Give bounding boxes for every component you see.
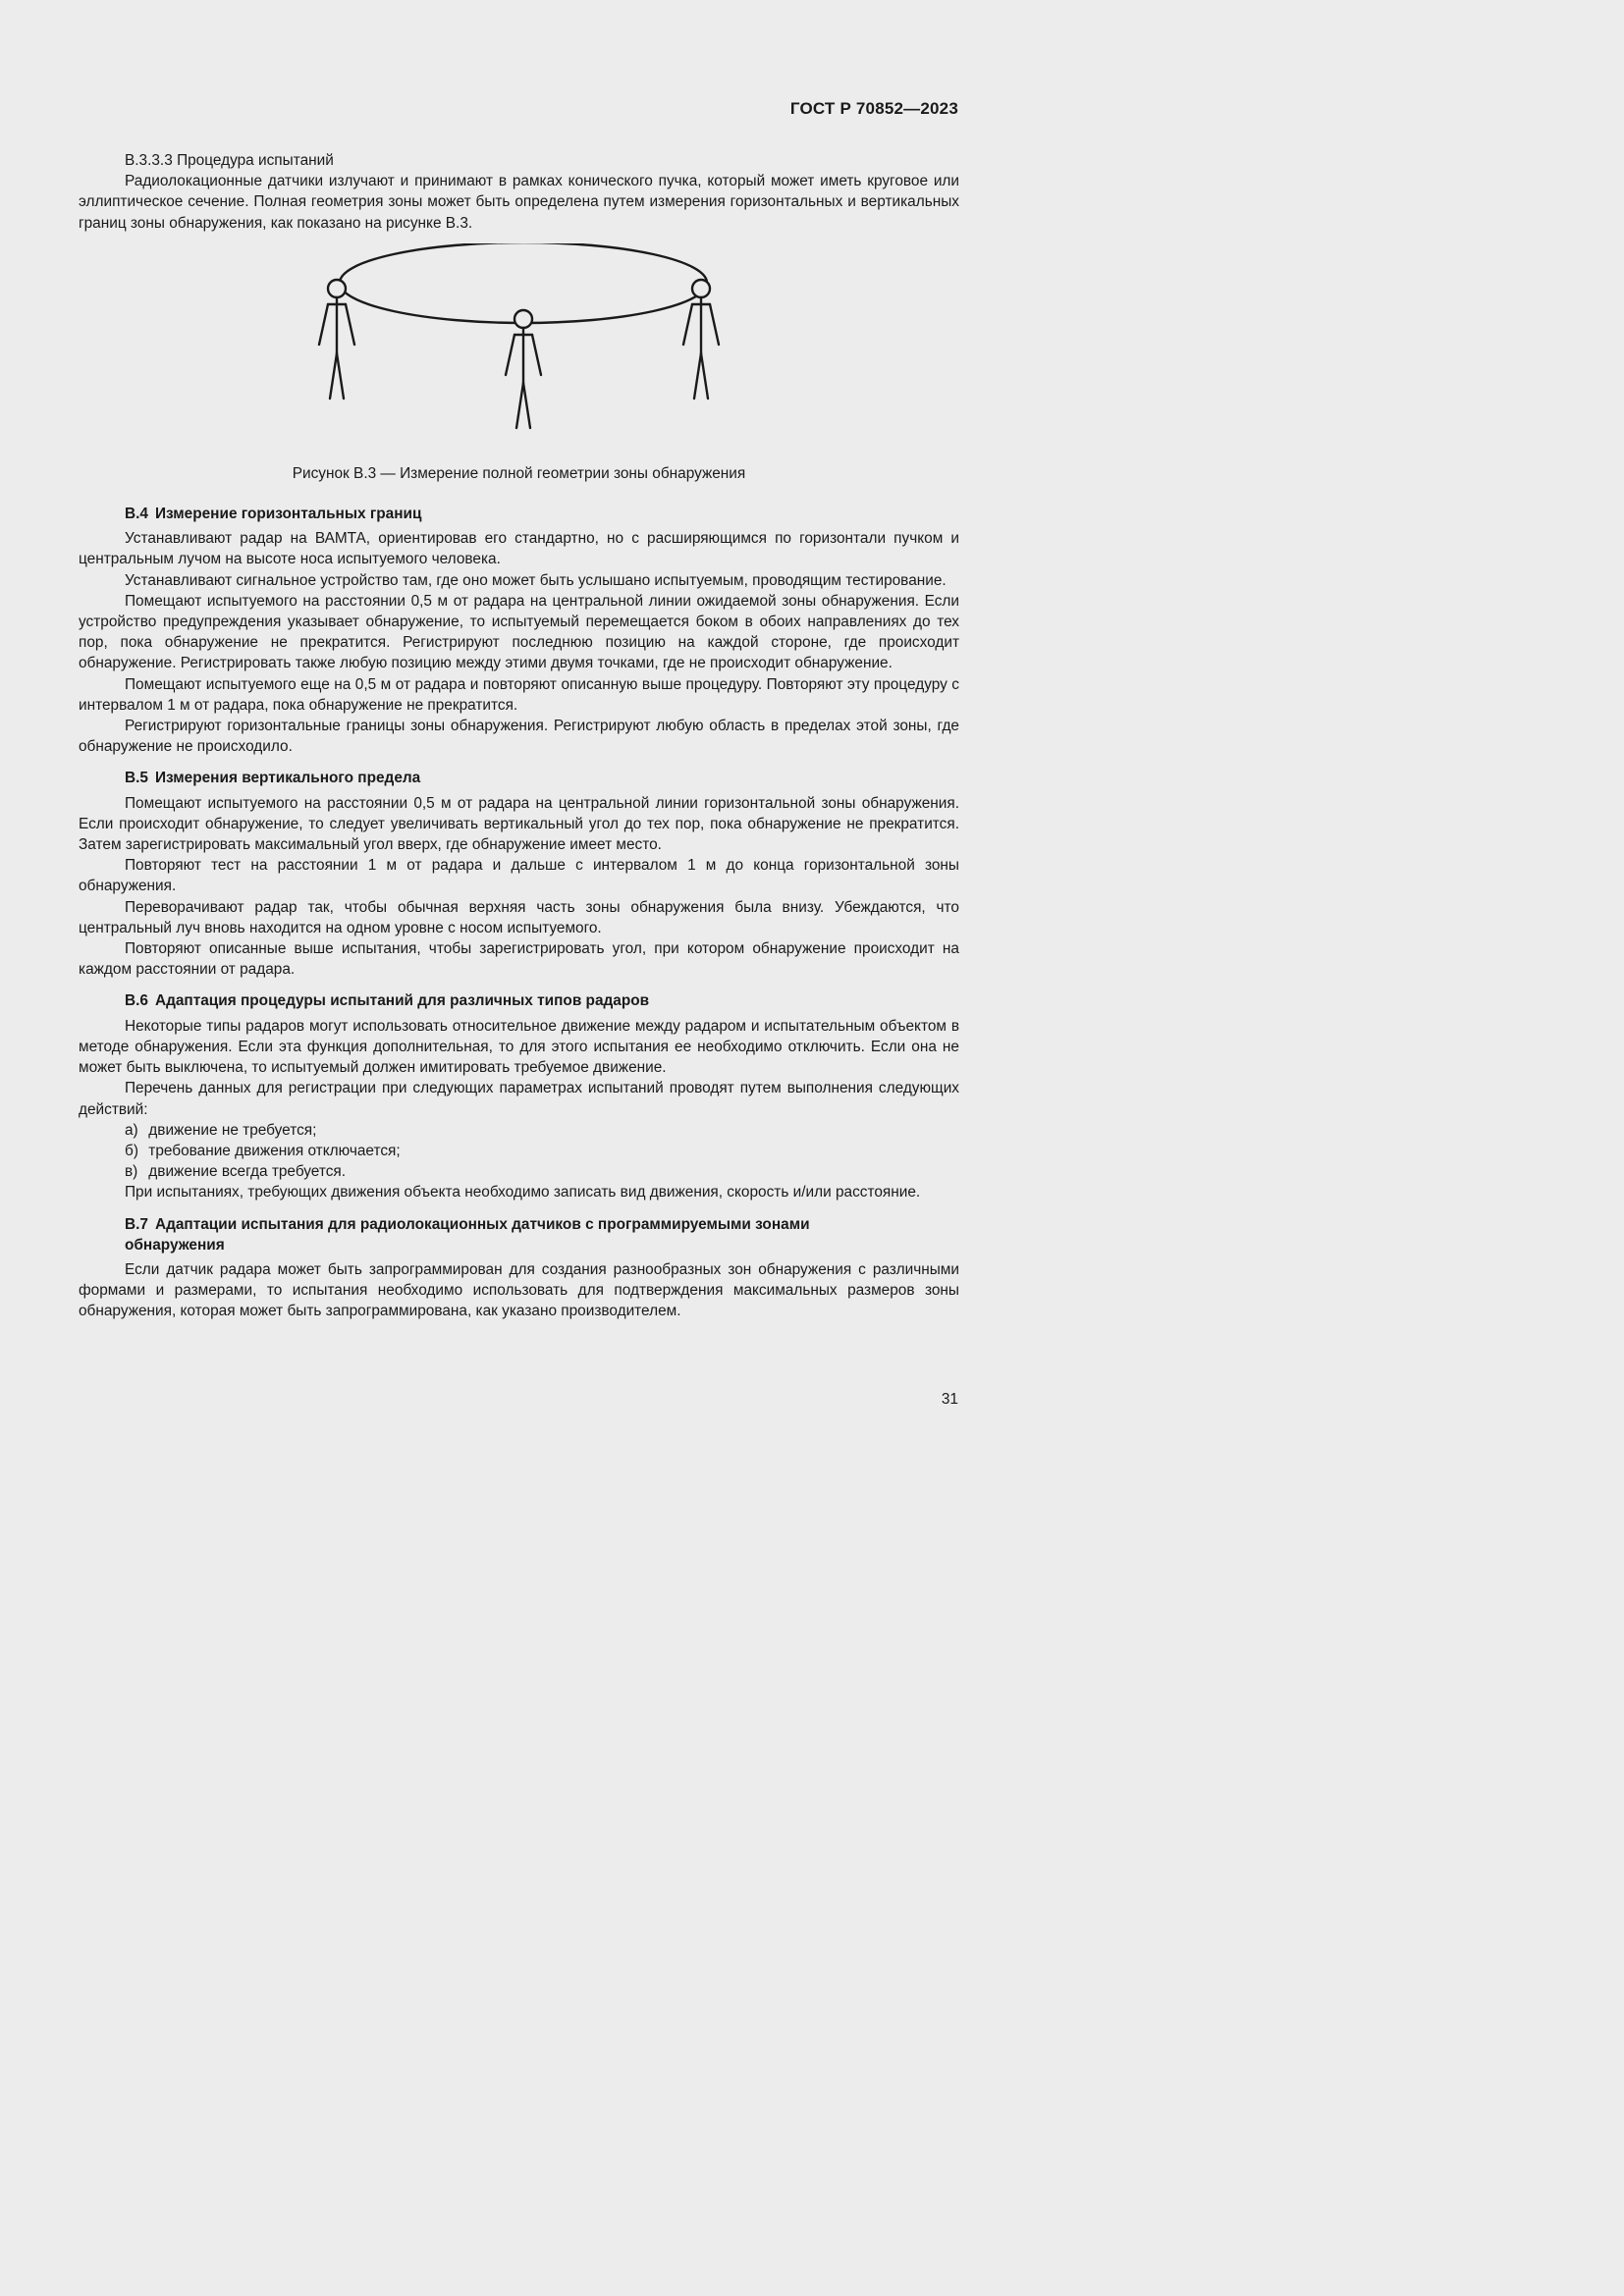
list-item (79, 1161, 959, 1182)
section-title: Адаптация процедуры испытаний для различных типов радаров (154, 992, 650, 1010)
section-heading (79, 504, 959, 524)
subsection-heading (79, 150, 959, 171)
section-number: В.5 (125, 770, 148, 787)
paragraph: Повторяют описанные выше испытания, чтобы зарегистрировать угол, при котором обнаружение происходит на каждом расстоянии от радара. (79, 940, 959, 979)
section-heading (79, 990, 959, 1011)
list-marker: б) (125, 1142, 138, 1159)
paragraph: Повторяют тест на расстоянии 1 м от радара и дальше с интервалом 1 м до конца горизонтальной зоны обнаружения. (79, 857, 959, 895)
detection-zone-diagram (314, 243, 727, 436)
list-marker: в) (125, 1163, 138, 1181)
person-figure-left (319, 280, 354, 399)
person-figure-center (506, 310, 541, 428)
list-text: движение всегда требуется. (148, 1163, 347, 1181)
paragraph: Устанавливают сигнальное устройство там, где оно может быть услышано испытуемым, проводящим тестирование. (125, 571, 947, 589)
section-title: Адаптации испытания для радиолокационных датчиков с программируемыми зонами (154, 1215, 810, 1233)
person-figure-right (683, 280, 719, 399)
paragraph: Переворачивают радар так, чтобы обычная верхняя часть зоны обнаружения была внизу. Убеждаются, что центральный луч вновь находится на одном уровне с носом испытуемого. (79, 898, 959, 936)
subsection-title: Процедура испытаний (177, 152, 334, 169)
document-id: ГОСТ Р 70852—2023 (789, 99, 958, 118)
section-title: Измерение горизонтальных границ (154, 506, 422, 523)
section-number: В.4 (125, 506, 148, 523)
list-item (79, 1141, 959, 1161)
figure-caption: Рисунок В.3 — Измерение полной геометрии зоны обнаружения (292, 464, 746, 482)
section-title-continued: обнаружения (125, 1236, 225, 1254)
section-title: Измерения вертикального предела (154, 770, 421, 787)
paragraph: Перечень данных для регистрации при следующих параметрах испытаний проводят путем выполнения следующих действий: (79, 1080, 959, 1118)
section-heading (79, 768, 959, 788)
paragraph: Радиолокационные датчики излучают и принимают в рамках конического пучка, который может иметь круговое или эллиптическое сечение. Полная геометрия зоны может быть определена путем измерения горизонтальных и вертикальных границ зоны обнаружения, как показано на рисунке В.3. (79, 173, 959, 232)
paragraph: Устанавливают радар на ВАМТА, ориентировав его стандартно, но с расширяющимся по горизонтали пучком и центральным лучом на высоте носа испытуемого человека. (79, 530, 959, 568)
paragraph: Регистрируют горизонтальные границы зоны обнаружения. Регистрируют любую область в пределах этой зоны, где обнаружение не происходило. (79, 718, 959, 756)
paragraph: Помещают испытуемого на расстоянии 0,5 м от радара на центральной линии горизонтальной зоны обнаружения. Если происходит обнаружение, то следует увеличивать вертикальный угол до тех пор, пока обнаружение не прекратится. Затем зарегистрировать максимальный угол вверх, где обнаружение имеет место. (79, 794, 959, 854)
section-number: В.6 (125, 992, 148, 1010)
page-content (79, 150, 959, 1322)
subsection-number: В.3.3.3 (125, 152, 173, 169)
document-page (0, 0, 1089, 1539)
page-number: 31 (941, 1391, 958, 1408)
list-marker: а) (125, 1121, 138, 1139)
list-text: требование движения отключается; (148, 1142, 401, 1159)
paragraph: Некоторые типы радаров могут использовать относительное движение между радаром и испытательным объектом в методе обнаружения. Если эта функция дополнительная, то для этого испытания ее необходимо отключить. Если она не может быть выключена, то испытуемый должен имитировать требуемое движение. (79, 1017, 959, 1077)
section-heading (79, 1214, 959, 1255)
list-item (79, 1120, 959, 1141)
paragraph: Помещают испытуемого еще на 0,5 м от радара и повторяют описанную выше процедуру. Повторяют эту процедуру с интервалом 1 м от радара, пока обнаружение не прекратится. (79, 675, 959, 714)
paragraph: При испытаниях, требующих движения объекта необходимо записать вид движения, скорость и/или расстояние. (125, 1184, 921, 1201)
figure-detection-zone (79, 243, 959, 463)
paragraph: Помещают испытуемого на расстоянии 0,5 м от радара на центральной линии ожидаемой зоны обнаружения. Если устройство предупреждения указывает обнаружение, то испытуемый перемещается боком в обоих направлениях до тех пор, пока обнаружение не прекратится. Регистрируют последнюю позицию на каждой стороне, где происходит обнаружение. Регистрировать также любую позицию между этими двумя точками, где не происходит обнаружение. (79, 592, 959, 672)
list-text: движение не требуется; (148, 1121, 317, 1139)
paragraph: Если датчик радара может быть запрограммирован для создания разнообразных зон обнаружения с различными формами и размерами, то испытания необходимо использовать для подтверждения максимальных размеров зоны обнаружения, которая может быть запрограммирована, как указано производителем. (79, 1260, 959, 1320)
section-number: В.7 (125, 1215, 148, 1233)
